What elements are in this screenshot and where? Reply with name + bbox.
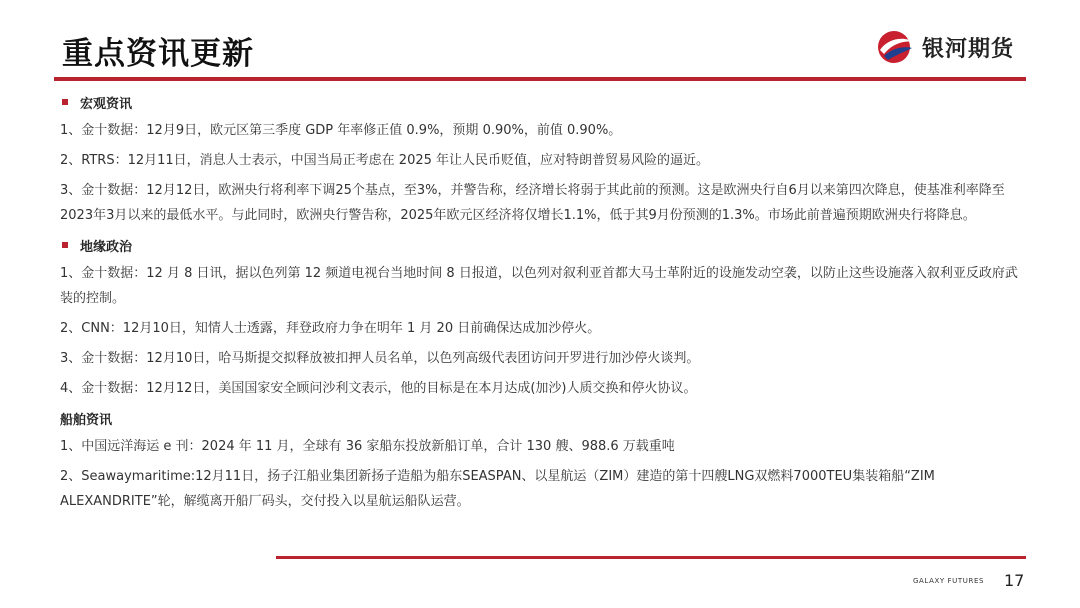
galaxy-logo-icon — [874, 28, 918, 66]
section-title: 宏观资讯 — [80, 96, 133, 112]
section-title: 地缘政治 — [80, 239, 133, 255]
news-content — [60, 90, 1022, 519]
logo-text: 银河期货 — [922, 36, 1015, 62]
header-divider — [54, 77, 1026, 81]
news-item: 1、金十数据：12月9日，欧元区第三季度 GDP 年率修正值 0.9%，预期 0.90%，前值 0.90%。 — [60, 123, 622, 138]
news-item: 2、Seawaymaritime:12月11日，扬子江船业集团新扬子造船为船东SEASPAN、以星航运（ZIM）建造的第十四艘LNG双燃料7000TEU集装箱船“ZIM ALEXANDRITE”轮，解缆离开船厂码头，交付投入以星航运船队运营。 — [60, 469, 935, 509]
square-bullet-icon — [62, 242, 68, 248]
section-heading-geopolitics — [60, 233, 1022, 257]
news-item: 4、金十数据：12月12日，美国国家安全顾问沙利文表示，他的目标是在本月达成(加沙)人质交换和停火协议。 — [60, 381, 697, 396]
news-item: 3、金十数据：12月10日，哈马斯提交拟释放被扣押人员名单，以色列高级代表团访问开罗进行加沙停火谈判。 — [60, 351, 700, 366]
footer-brand: GALAXY FUTURES — [913, 577, 985, 585]
news-item: 2、CNN：12月10日，知情人士透露，拜登政府力争在明年 1 月 20 日前确保达成加沙停火。 — [60, 321, 601, 336]
page-number: 17 — [1004, 571, 1025, 590]
news-item: 1、中国远洋海运 e 刊：2024 年 11 月，全球有 36 家船东投放新船订单，合计 130 艘、988.6 万载重吨 — [60, 439, 675, 454]
section-title: 船舶资讯 — [60, 412, 113, 428]
page-title: 重点资讯更新 — [62, 36, 254, 72]
section-heading-macro — [60, 90, 1022, 114]
news-item: 1、金十数据：12 月 8 日讯，据以色列第 12 频道电视台当地时间 8 日报道，以色列对叙利亚首都大马士革附近的设施发动空袭，以防止这些设施落入叙利亚反政府武装的控制。 — [60, 266, 1018, 306]
section-heading-shipping — [60, 406, 1022, 430]
footer-divider — [276, 556, 1026, 559]
news-item: 3、金十数据：12月12日，欧洲央行将利率下调25个基点，至3%，并警告称，经济增长将弱于其此前的预测。这是欧洲央行自6月以来第四次降息，使基准利率降至2023年3月以来的最低水平。与此同时，欧洲央行警告称，2025年欧元区经济将仅增长1.1%，低于其9月份预测的1.3%。市场此前普遍预期欧洲央行将降息。 — [60, 183, 1005, 223]
company-logo — [874, 28, 1014, 66]
square-bullet-icon — [62, 99, 68, 105]
news-item: 2、RTRS：12月11日，消息人士表示，中国当局正考虑在 2025 年让人民币贬值，应对特朗普贸易风险的逼近。 — [60, 153, 710, 168]
